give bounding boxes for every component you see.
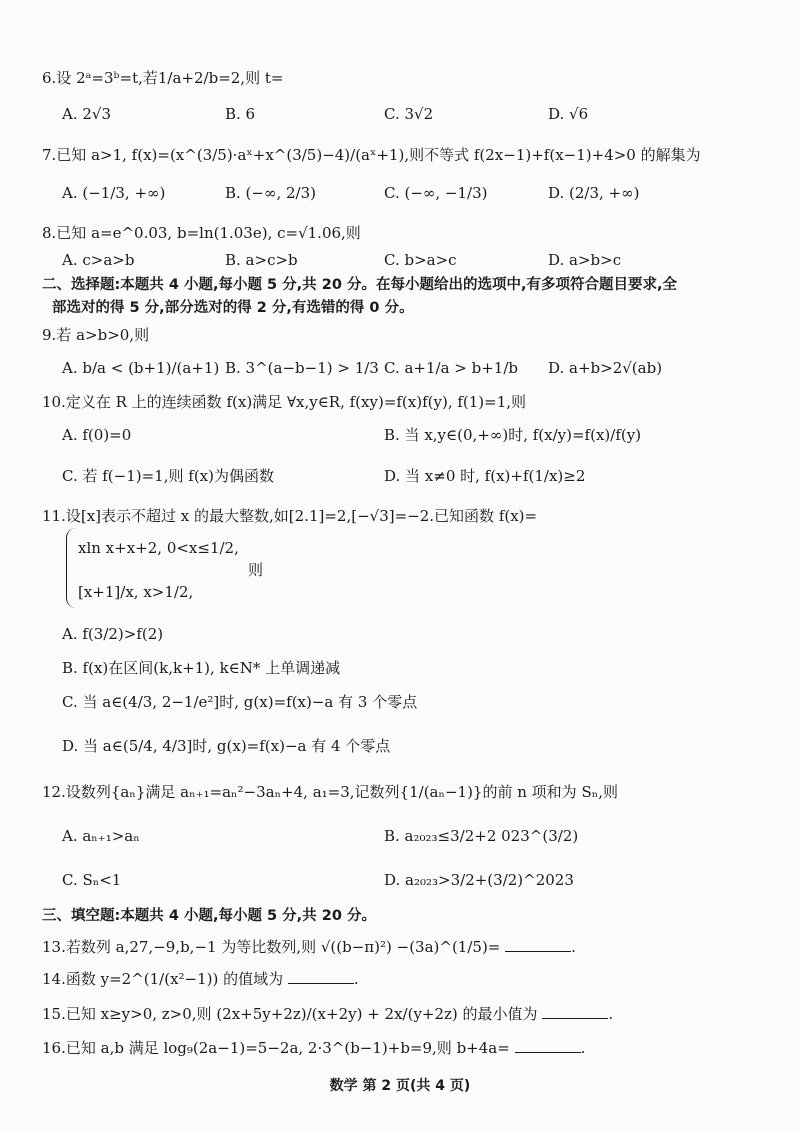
question-7-option-c: C. (−∞, −1/3) — [384, 184, 488, 202]
question-8-option-c: C. b>a>c — [384, 251, 457, 269]
question-6-stem: 6.设 2ᵃ=3ᵇ=t,若1/a+2/b=2,则 t= — [42, 69, 284, 87]
answer-blank-16[interactable] — [515, 1038, 581, 1053]
question-10-option-c: C. 若 f(−1)=1,则 f(x)为偶函数 — [62, 467, 274, 485]
question-9-option-c: C. a+1/a > b+1/b — [384, 359, 519, 377]
end-mark: . — [580, 1039, 586, 1057]
end-mark: . — [353, 970, 359, 988]
question-8-option-a: A. c>a>b — [62, 251, 135, 269]
answer-blank-14[interactable] — [288, 969, 354, 984]
question-7-stem: 7.已知 a>1, f(x)=(x^(3/5)·aˣ+x^(3/5)−4)/(aˣ+1),则不等式 f(2x−1)+f(x−1)+4>0 的解集为 — [42, 146, 701, 164]
question-7-option-b: B. (−∞, 2/3) — [225, 184, 317, 202]
question-14 — [42, 969, 359, 989]
end-mark: . — [608, 1005, 614, 1023]
section-2-heading: 二、选择题:本题共 4 小题,每小题 5 分,共 20 分。在每小题给出的选项中,有多项符合题目要求,全 — [42, 277, 677, 293]
question-16-text: 16.已知 a,b 满足 log₉(2a−1)=5−2a, 2·3^(b−1)+b=9,则 b+4a= — [42, 1039, 510, 1057]
answer-blank-15[interactable] — [542, 1004, 608, 1019]
question-7-option-d: D. (2/3, +∞) — [548, 184, 640, 202]
question-9-option-b: B. 3^(a−b−1) > 1/3 — [225, 359, 379, 377]
question-10-option-a: A. f(0)=0 — [62, 426, 132, 444]
question-13-text: 13.若数列 a,27,−9,b,−1 为等比数列,则 √((b−π)²) −(3a)^(1/5)= — [42, 938, 501, 956]
question-11-option-c: C. 当 a∈(4/3, 2−1/e²]时, g(x)=f(x)−a 有 3 个零点 — [62, 693, 418, 711]
question-8-stem: 8.已知 a=e^0.03, b=ln(1.03e), c=√1.06,则 — [42, 224, 361, 242]
question-16 — [42, 1038, 585, 1058]
question-12-stem: 12.设数列{aₙ}满足 aₙ₊₁=aₙ²−3aₙ+4, a₁=3,记数列{1/(aₙ−1)}的前 n 项和为 Sₙ,则 — [42, 783, 618, 801]
question-13 — [42, 937, 576, 957]
question-10-option-b: B. 当 x,y∈(0,+∞)时, f(x/y)=f(x)/f(y) — [384, 426, 642, 444]
piecewise-brace — [66, 528, 77, 608]
question-11-tail: 则 — [248, 561, 264, 579]
question-12-option-d: D. a₂₀₂₃>3/2+(3/2)^2023 — [384, 871, 574, 889]
section-3-heading: 三、填空题:本题共 4 小题,每小题 5 分,共 20 分。 — [42, 908, 376, 924]
question-6-option-d: D. √6 — [548, 105, 589, 123]
question-11-case-2: [x+1]/x, x>1/2, — [78, 583, 194, 601]
section-2-heading-cont: 部选对的得 5 分,部分选对的得 2 分,有选错的得 0 分。 — [52, 300, 414, 316]
end-mark: . — [571, 938, 576, 956]
question-9-option-a: A. b/a < (b+1)/(a+1) — [62, 359, 220, 377]
question-12-option-c: C. Sₙ<1 — [62, 871, 122, 889]
question-12-option-b: B. a₂₀₂₃≤3/2+2 023^(3/2) — [384, 827, 579, 845]
question-11-option-d: D. 当 a∈(5/4, 4/3]时, g(x)=f(x)−a 有 4 个零点 — [62, 737, 391, 755]
answer-blank-13[interactable] — [505, 937, 571, 952]
question-9-stem: 9.若 a>b>0,则 — [42, 326, 150, 344]
question-8-option-d: D. a>b>c — [548, 251, 622, 269]
question-15-text: 15.已知 x≥y>0, z>0,则 (2x+5y+2z)/(x+2y) + 2x/(y+2z) 的最小值为 — [42, 1005, 538, 1023]
question-6-option-b: B. 6 — [225, 105, 256, 123]
question-10-option-d: D. 当 x≠0 时, f(x)+f(1/x)≥2 — [384, 467, 586, 485]
question-14-text: 14.函数 y=2^(1/(x²−1)) 的值域为 — [42, 970, 284, 988]
question-11-option-b: B. f(x)在区间(k,k+1), k∈N* 上单调递减 — [62, 659, 341, 677]
question-11-case-1: xln x+x+2, 0<x≤1/2, — [78, 539, 239, 557]
question-8-option-b: B. a>c>b — [225, 251, 298, 269]
question-12-option-a: A. aₙ₊₁>aₙ — [62, 827, 140, 845]
question-10-stem: 10.定义在 R 上的连续函数 f(x)满足 ∀x,y∈R, f(xy)=f(x)f(y), f(1)=1,则 — [42, 393, 527, 411]
page-footer: 数学 第 2 页(共 4 页) — [329, 1078, 471, 1094]
question-11-option-a: A. f(3/2)>f(2) — [62, 625, 164, 643]
question-11-stem: 11.设[x]表示不超过 x 的最大整数,如[2.1]=2,[−√3]=−2.已知函数 f(x)= — [42, 507, 538, 525]
question-6-option-c: C. 3√2 — [384, 105, 434, 123]
question-7-option-a: A. (−1/3, +∞) — [62, 184, 166, 202]
question-9-option-d: D. a+b>2√(ab) — [548, 359, 663, 377]
question-15 — [42, 1004, 613, 1024]
question-6-option-a: A. 2√3 — [62, 105, 112, 123]
